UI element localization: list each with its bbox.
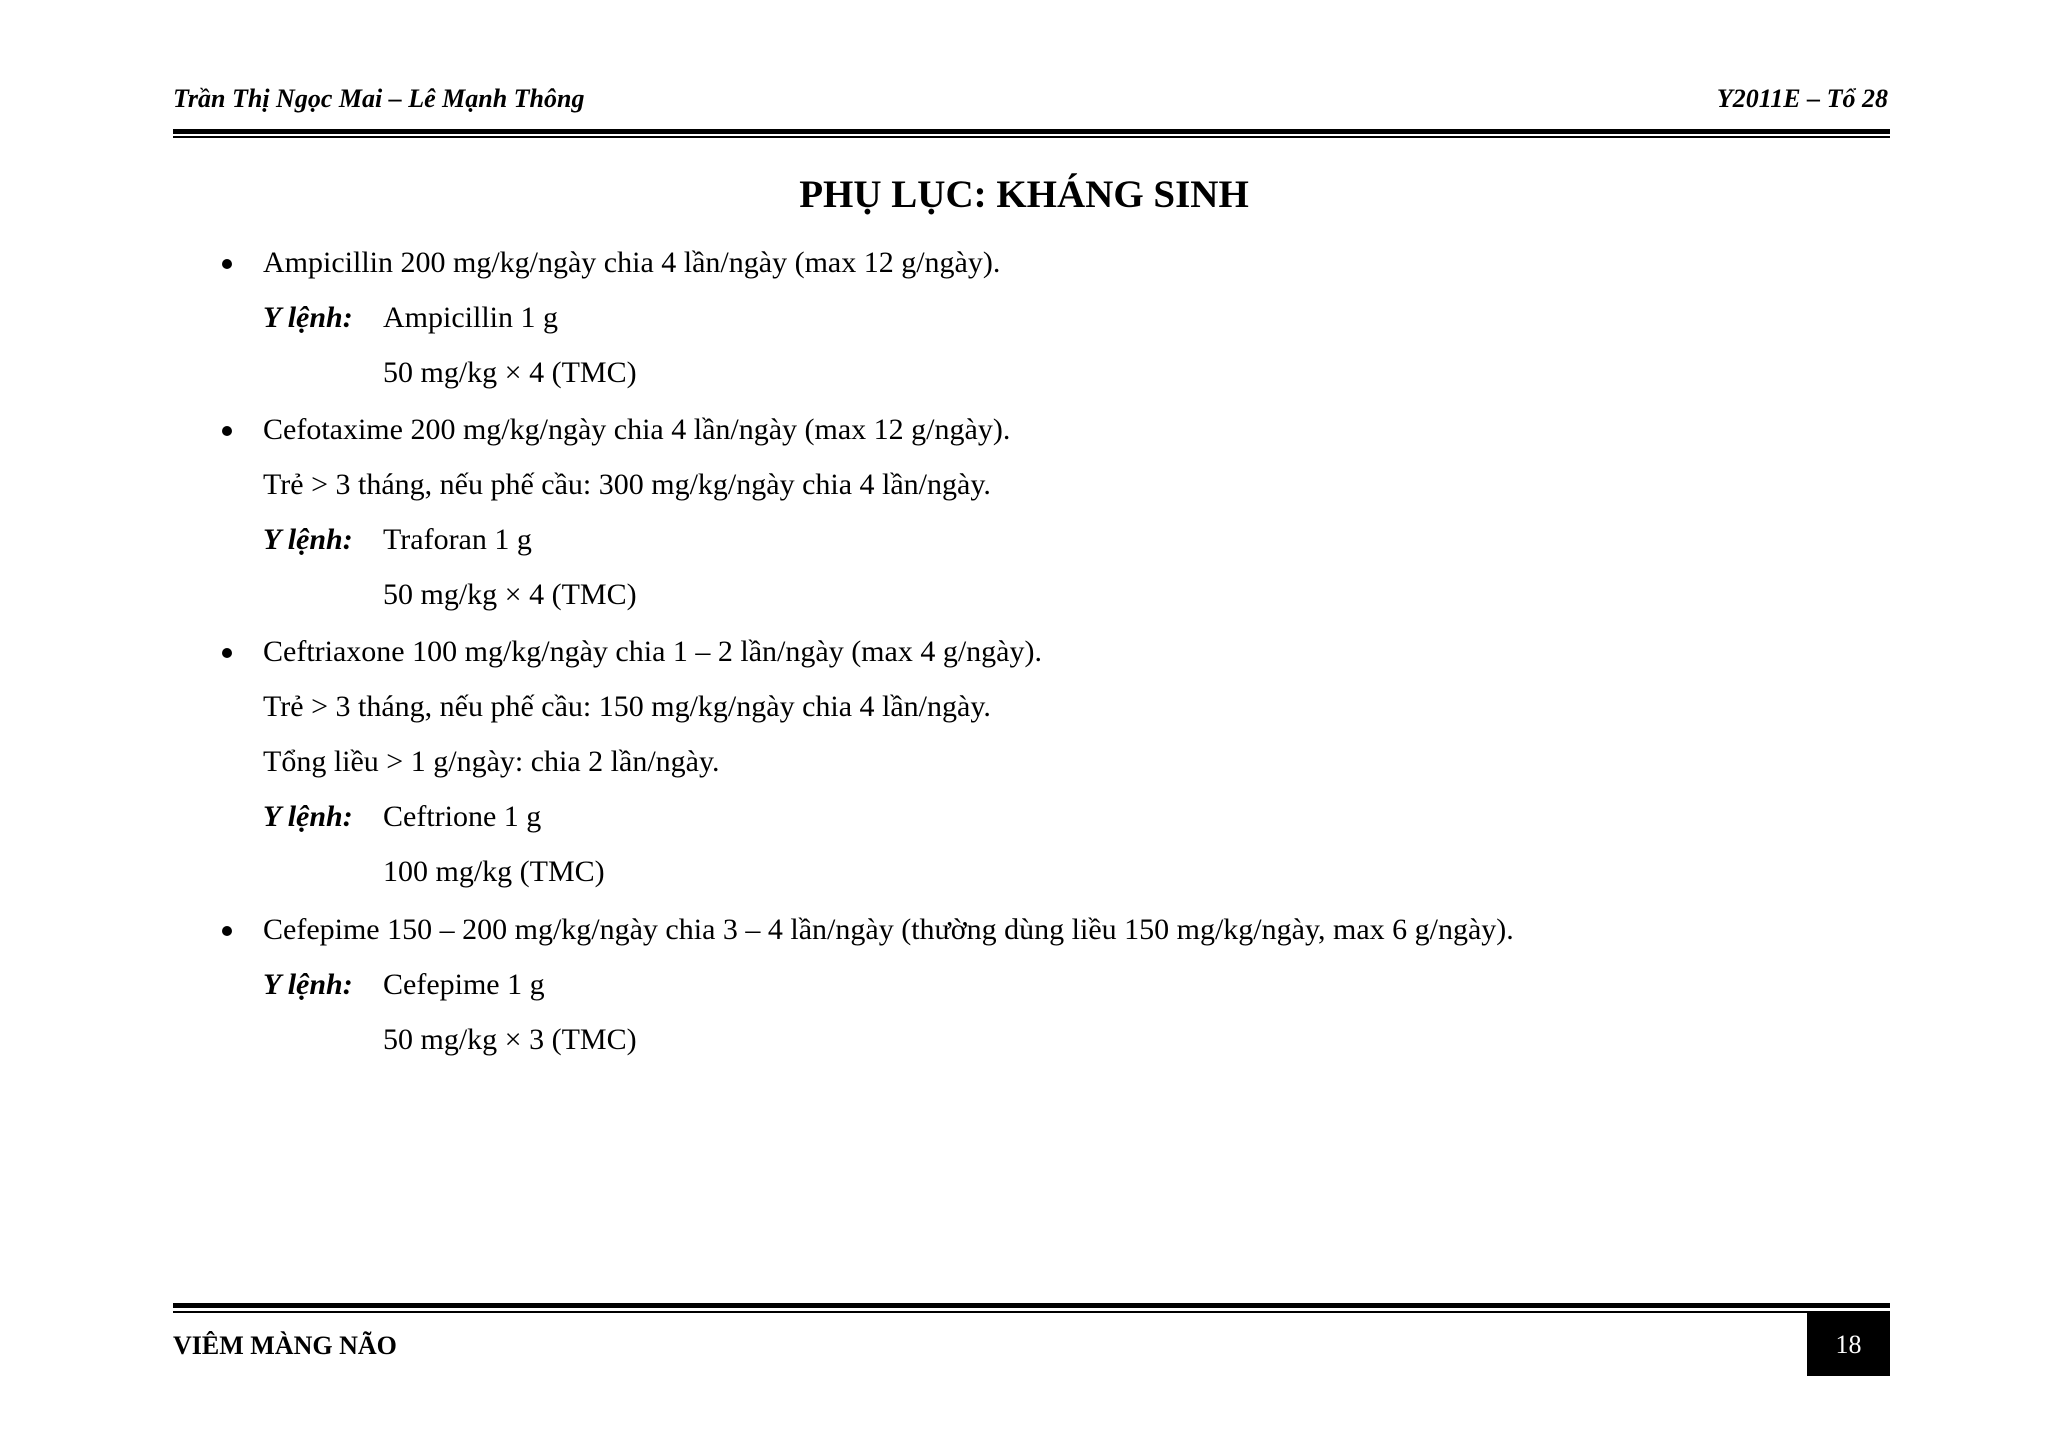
drug-dose-line: Cefepime 150 – 200 mg/kg/ngày chia 3 – 4 lần/ngày (thường dùng liều 150 mg/kg/ngày, max 6 g/ngày).	[263, 913, 1514, 946]
drug-dose-line: Ampicillin 200 mg/kg/ngày chia 4 lần/ngày (max 12 g/ngày).	[263, 246, 1001, 279]
order-line: 50 mg/kg × 4 (TMC)	[383, 578, 637, 611]
drug-note-line: Trẻ > 3 tháng, nếu phế cầu: 150 mg/kg/ngày chia 4 lần/ngày.	[263, 690, 991, 723]
order-line: Traforan 1 g	[383, 523, 532, 556]
drug-dose-line: Ceftriaxone 100 mg/kg/ngày chia 1 – 2 lần/ngày (max 4 g/ngày).	[263, 635, 1042, 668]
header-course: Y2011E – Tổ 28	[1716, 84, 1888, 113]
bullet-icon	[222, 648, 232, 658]
order-line: 50 mg/kg × 3 (TMC)	[383, 1023, 637, 1056]
drug-note-line: Tổng liều > 1 g/ngày: chia 2 lần/ngày.	[263, 745, 720, 778]
order-line: 100 mg/kg (TMC)	[383, 855, 605, 888]
page-number-badge	[1807, 1313, 1890, 1376]
header-rule-thick	[173, 129, 1890, 134]
header-rule-thin	[173, 136, 1890, 138]
order-line: Ampicillin 1 g	[383, 301, 558, 334]
bullet-icon	[222, 426, 232, 436]
footer-rule-thin	[173, 1311, 1890, 1313]
order-line: Ceftrione 1 g	[383, 800, 542, 833]
drug-dose-line: Cefotaxime 200 mg/kg/ngày chia 4 lần/ngày (max 12 g/ngày).	[263, 413, 1011, 446]
order-label: Y lệnh:	[263, 301, 353, 334]
page-number: 18	[1835, 1329, 1862, 1359]
drug-note-line: Trẻ > 3 tháng, nếu phế cầu: 300 mg/kg/ngày chia 4 lần/ngày.	[263, 468, 991, 501]
order-label: Y lệnh:	[263, 968, 353, 1001]
bullet-icon	[222, 259, 232, 269]
footer-section-title: VIÊM MÀNG NÃO	[173, 1331, 397, 1360]
page-title: PHỤ LỤC: KHÁNG SINH	[799, 173, 1249, 216]
order-line: 50 mg/kg × 4 (TMC)	[383, 356, 637, 389]
order-label: Y lệnh:	[263, 523, 353, 556]
footer-rule-thick	[173, 1303, 1890, 1308]
bullet-icon	[222, 926, 232, 936]
order-label: Y lệnh:	[263, 800, 353, 833]
order-line: Cefepime 1 g	[383, 968, 545, 1001]
header-authors: Trần Thị Ngọc Mai – Lê Mạnh Thông	[173, 84, 585, 113]
